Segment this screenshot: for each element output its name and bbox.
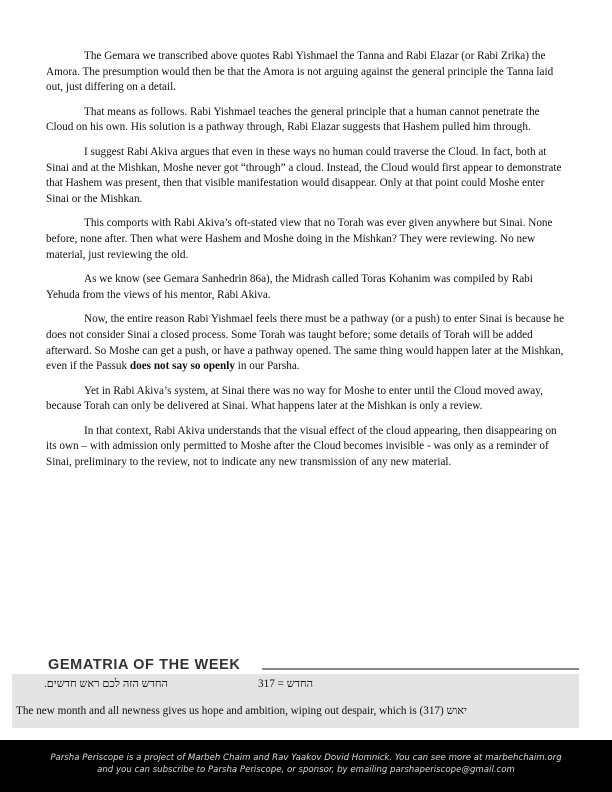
paragraph-8: In that context, Rabi Akiva understands that the visual effect of the cloud appearing, then disappearing on its own – with admission only permitted to Moshe after the Cloud becomes invisible - was only as a reminder of Sinai, preliminary to the review, not to indicate any new transmission of any new material. xyxy=(46,424,557,469)
paragraph-3: I suggest Rabi Akiva argues that even in these ways no human could traverse the Cloud. In fact, both at Sinai and at the Mishkan, Moshe never got “through” a cloud. Instead, the Cloud would first appear to demonstrate that Hashem was present, then that visible manifestation would disappear. Only at that point could Moshe enter Sinai or the Mishkan. xyxy=(46,145,562,205)
paragraph-2: That means as follows. Rabi Yishmael teaches the general principle that a human cannot penetrate the Cloud on his own. His solution is a pathway through, Rabi Elazar suggests that Hashem pulled him through. xyxy=(46,105,540,134)
gematria-header xyxy=(12,657,579,674)
footer-line-2: and you can subscribe to Parsha Periscope, or sponsor, by emailing parshaperiscope@gmail.com xyxy=(97,765,515,775)
gematria-section xyxy=(12,657,579,728)
paragraph-4: This comports with Rabi Akiva’s oft-stated view that no Torah was ever given anywhere but Sinai. None before, none after. Then what were Hashem and Moshe doing in the Mishkan? They were reviewing. No new material, just reviewing the old. xyxy=(46,217,553,261)
paragraph-6-bold: does not say so openly xyxy=(129,360,235,373)
paragraph-5: As we know (see Gemara Sanhedrin 86a), the Midrash called Toras Kohanim was compiled by Rabi Yehuda from the views of his mentor, Rabi Akiva. xyxy=(46,273,533,301)
paragraph-6 xyxy=(46,312,566,374)
paragraph-1: The Gemara we transcribed above quotes Rabi Yishmael the Tanna and Rabi Elazar (or Rabi Zrika) the Amora. The presumption would then be that the Amora is not arguing against the general principle the Tanna laid out, just differing on a detail. xyxy=(46,50,554,94)
gematria-explanation: The new month and all newness gives us hope and ambition, wiping out despair, which is יאוש (317) xyxy=(16,705,467,717)
footer xyxy=(0,740,612,792)
paragraph-7: Yet in Rabi Akiva’s system, at Sinai there was no way for Moshe to enter until the Cloud moved away, because Torah can only be delivered at Sinai. What happens later at the Mishkan is only a review. xyxy=(46,384,543,413)
paragraph-6-start: Now, the entire reason Rabi Yishmael feels there must be a pathway (or a push) to enter Sinai is because he does not consider Sinai a closed process. Some Torah was taught before; some details of Torah will be added afterward. So Moshe can get a push, or have a pathway opened. The same thing would happen later at the Mishkan, even if the Passuk xyxy=(46,313,565,373)
gematria-box xyxy=(12,674,579,728)
gematria-title: GEMATRIA OF THE WEEK xyxy=(48,657,241,673)
gematria-divider xyxy=(262,668,579,670)
gematria-phrase: החדש הזה לכם ראש חדשים. xyxy=(44,678,168,690)
article-body xyxy=(46,49,566,480)
footer-line-1: Parsha Periscope is a project of Marbeh Chaim and Rav Yaakov Dovid Homnick. You can see more at marbehchaim.org xyxy=(50,753,562,763)
footer-text xyxy=(0,740,612,776)
gematria-equation: 317 = החדש xyxy=(258,678,314,690)
paragraph-6-end: in our Parsha. xyxy=(234,360,300,373)
